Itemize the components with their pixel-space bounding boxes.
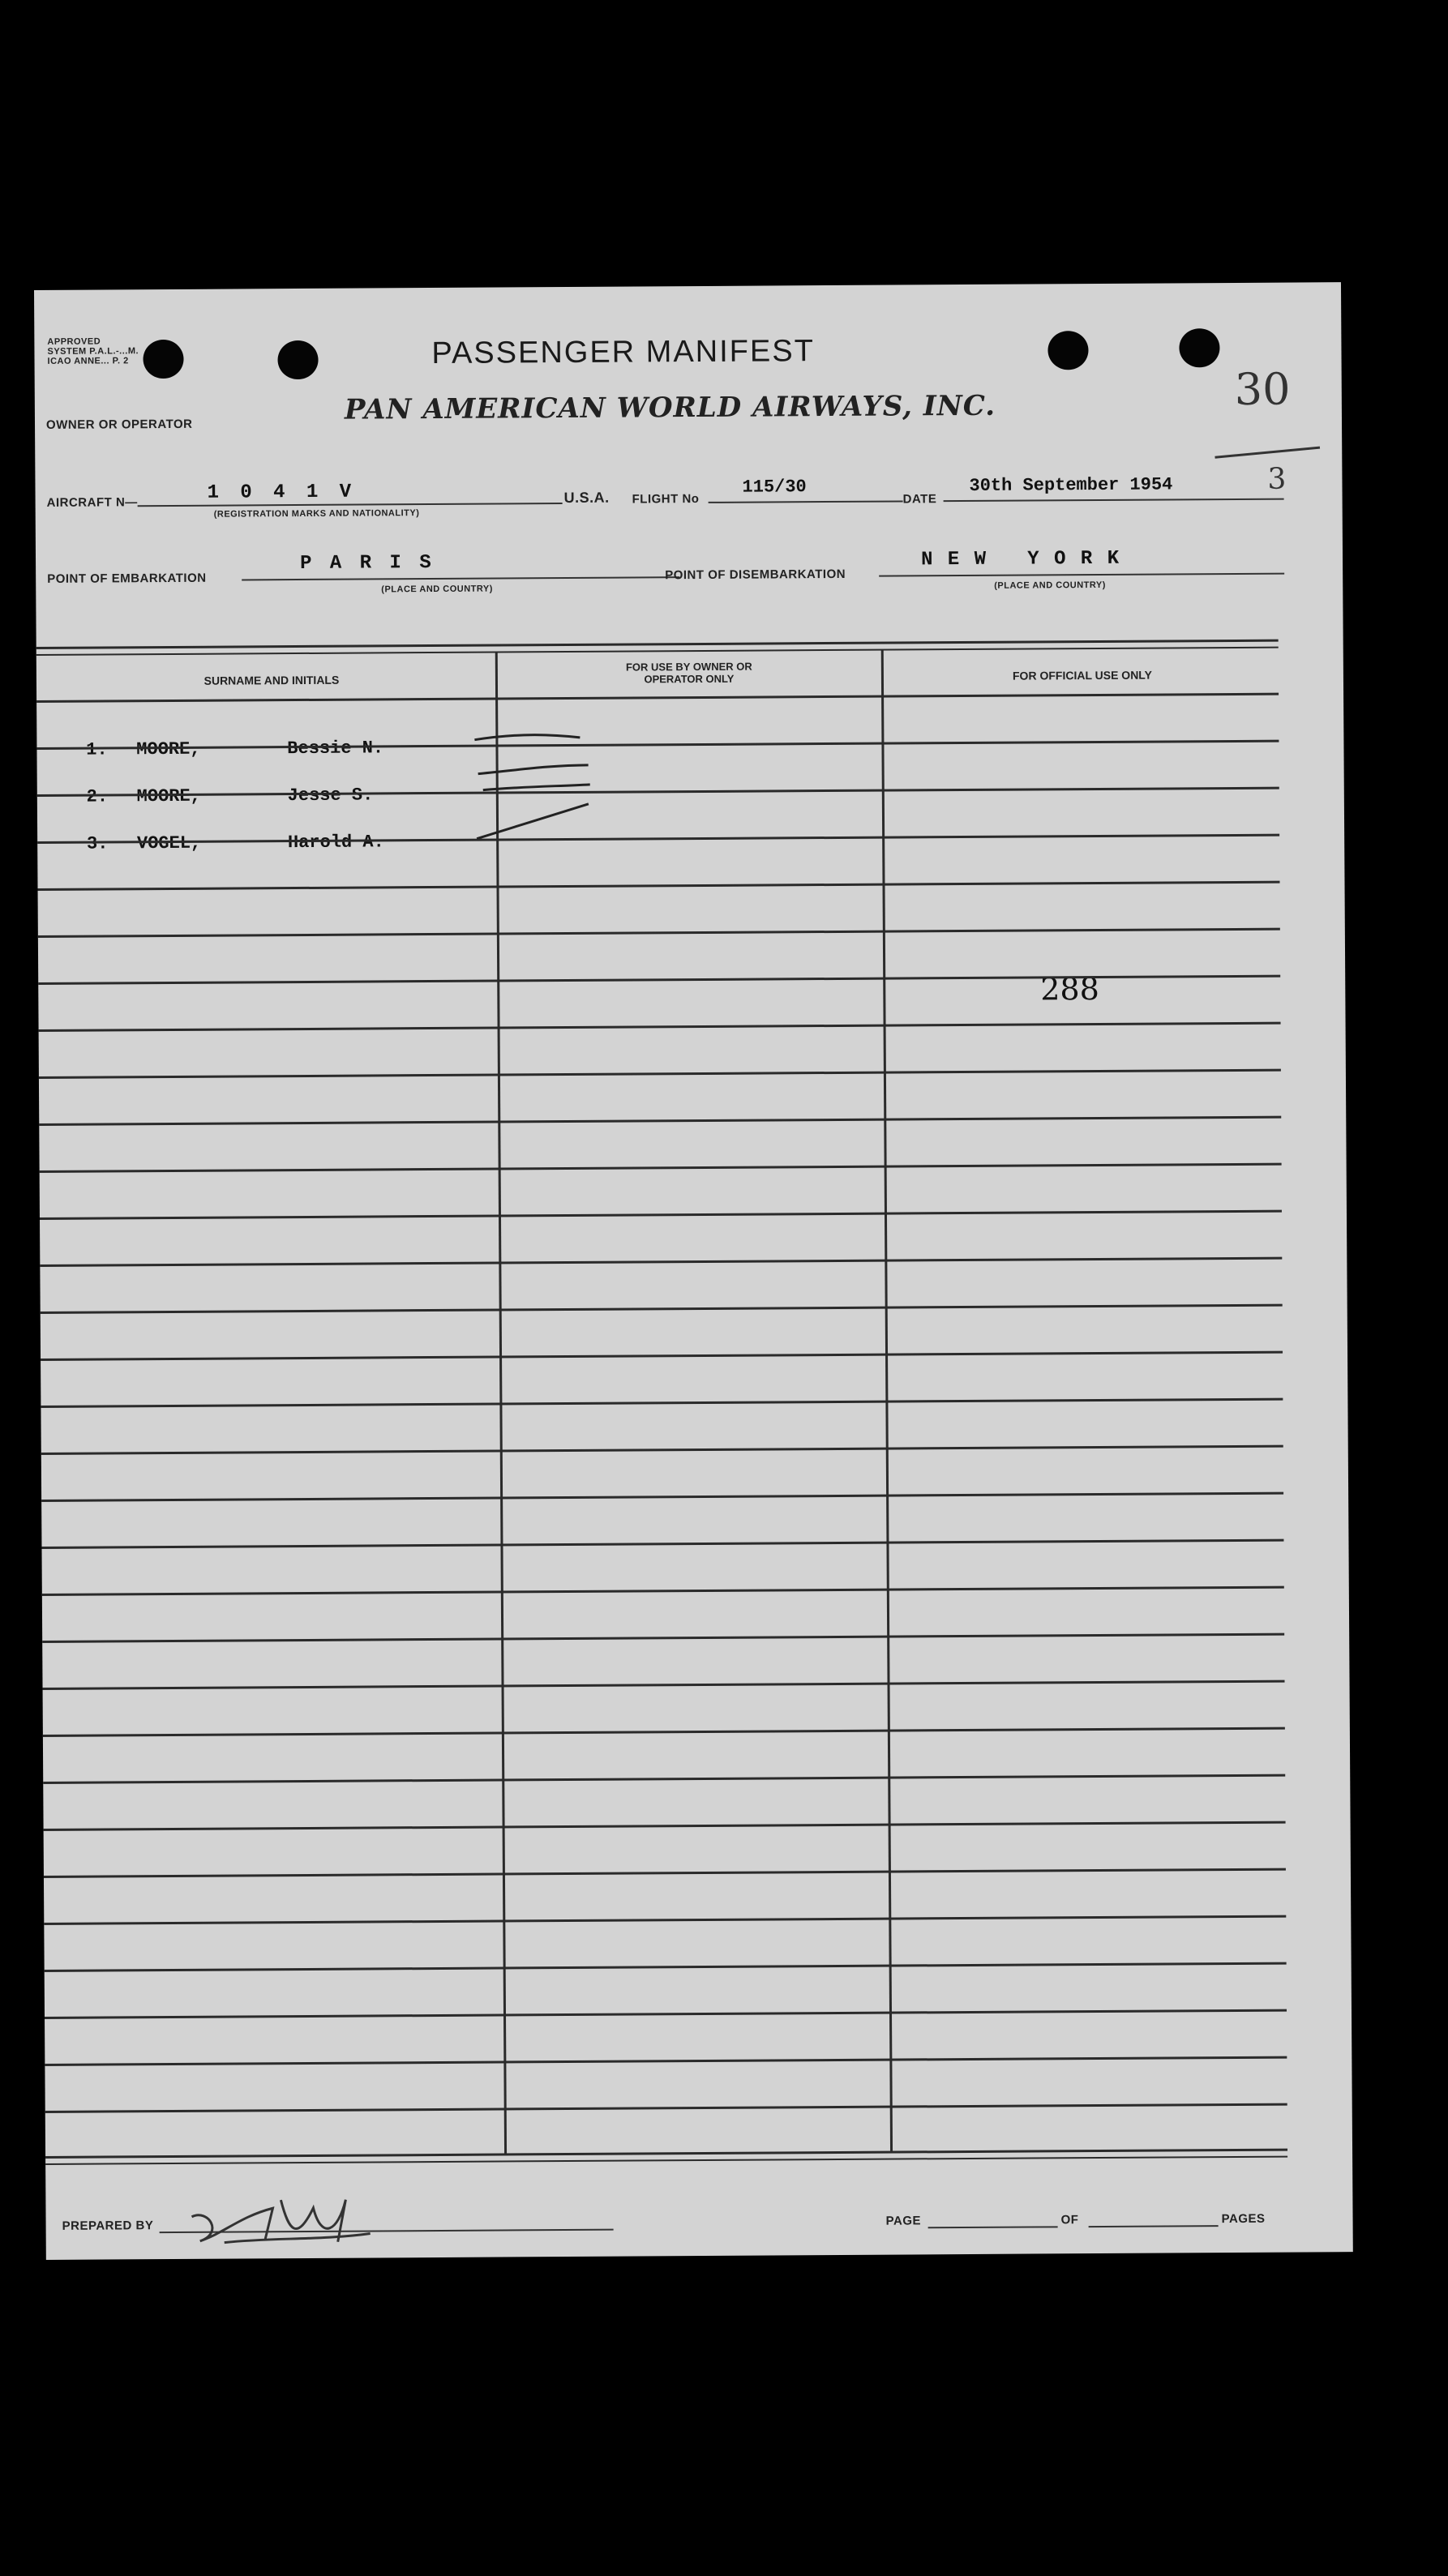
table-row-rule — [43, 1680, 1285, 1690]
table-row-rule — [37, 834, 1279, 844]
passenger-initials: Harold A. — [287, 832, 384, 854]
date-label: DATE — [902, 492, 937, 507]
table-row-rule — [38, 928, 1280, 938]
table-row-rule — [39, 1069, 1281, 1079]
passenger-surname: MOORE, — [136, 785, 201, 807]
approval-line: ICAO ANNE... P. 2 — [47, 356, 129, 366]
table-row-rule — [43, 1727, 1285, 1737]
table-row-rule — [39, 1022, 1281, 1032]
table-row-rule — [45, 2056, 1287, 2066]
embark-label: POINT OF EMBARKATION — [47, 571, 207, 586]
table-row-rule — [45, 2009, 1287, 2019]
form-title: PASSENGER MANIFEST — [431, 334, 815, 371]
table-row-rule — [41, 1539, 1283, 1549]
table-row-rule — [38, 975, 1280, 985]
table-row-rule — [40, 1257, 1282, 1267]
table-row-rule — [42, 1586, 1284, 1596]
col-header-official: FOR OFFICIAL USE ONLY — [1012, 668, 1152, 683]
table-row-rule — [45, 1962, 1287, 1972]
passenger-number: 2. — [86, 786, 109, 807]
passenger-number: 3. — [86, 833, 109, 854]
col-header-surname: SURNAME AND INITIALS — [203, 673, 340, 687]
date-value: 30th September 1954 — [969, 474, 1173, 496]
of-label: OF — [1060, 2213, 1079, 2227]
table-row-rule — [40, 1210, 1282, 1220]
official-stamp-number: 288 — [1040, 970, 1099, 1008]
table-row-rules — [34, 283, 1288, 2260]
owner-value: PAN AMERICAN WORLD AIRWAYS, INC. — [344, 389, 996, 426]
aircraft-label: AIRCRAFT N— — [46, 495, 138, 510]
pages-label: PAGES — [1221, 2211, 1266, 2227]
aircraft-value: 1 0 4 1 V — [207, 481, 357, 504]
prepared-label: PREPARED BY — [62, 2219, 154, 2233]
passenger-surname: MOORE, — [136, 738, 201, 760]
table-row-rule — [41, 1351, 1283, 1361]
page-label: PAGE — [885, 2214, 922, 2228]
table-row-rule — [44, 1821, 1286, 1831]
embark-sublabel: (PLACE AND COUNTRY) — [381, 584, 493, 595]
table-row-rule — [41, 1304, 1283, 1314]
approval-line: APPROVED — [47, 336, 101, 347]
embark-value: P A R I S — [299, 551, 435, 576]
table-row-rule — [41, 1398, 1283, 1408]
manifest-sheet — [34, 282, 1353, 2260]
disembark-sublabel: (PLACE AND COUNTRY) — [994, 580, 1106, 591]
owner-label: OWNER OR OPERATOR — [45, 417, 193, 432]
table-row-rule — [36, 693, 1279, 703]
table-row-rule — [41, 1445, 1283, 1455]
disembark-label: POINT OF DISEMBARKATION — [665, 567, 846, 583]
table-row-rule — [36, 740, 1279, 750]
flight-value: 115/30 — [742, 477, 807, 498]
table-row-rule — [43, 1774, 1285, 1784]
aircraft-sublabel: (REGISTRATION MARKS AND NATIONALITY) — [213, 508, 420, 520]
table-row-rule — [39, 1116, 1281, 1126]
signature — [175, 2183, 386, 2249]
passenger-initials: Bessie N. — [287, 738, 384, 760]
usa-label: U.S.A. — [563, 489, 610, 507]
table-row-rule — [40, 1163, 1282, 1173]
handwritten-page-count: 30 — [1234, 363, 1291, 415]
passenger-initials: Jesse S. — [287, 785, 374, 807]
table-row-rule — [37, 787, 1279, 797]
passenger-number: 1. — [86, 739, 108, 760]
flight-label: FLIGHT No — [632, 491, 700, 507]
table-row-rule — [38, 881, 1280, 891]
col-header-owner: FOR USE BY OWNER OR OPERATOR ONLY — [625, 660, 752, 686]
table-row-rule — [44, 1868, 1286, 1878]
table-row-rule — [41, 1492, 1283, 1502]
disembark-value: N E W Y O R K — [920, 547, 1121, 571]
table-row-rule — [42, 1633, 1284, 1643]
table-row-rule — [45, 2103, 1287, 2113]
passenger-surname: VOGEL, — [136, 832, 202, 854]
handwritten-page-total: 3 — [1267, 462, 1287, 496]
table-row-rule — [44, 1915, 1286, 1925]
approval-line: SYSTEM P.A.L.-...M. — [47, 346, 139, 357]
